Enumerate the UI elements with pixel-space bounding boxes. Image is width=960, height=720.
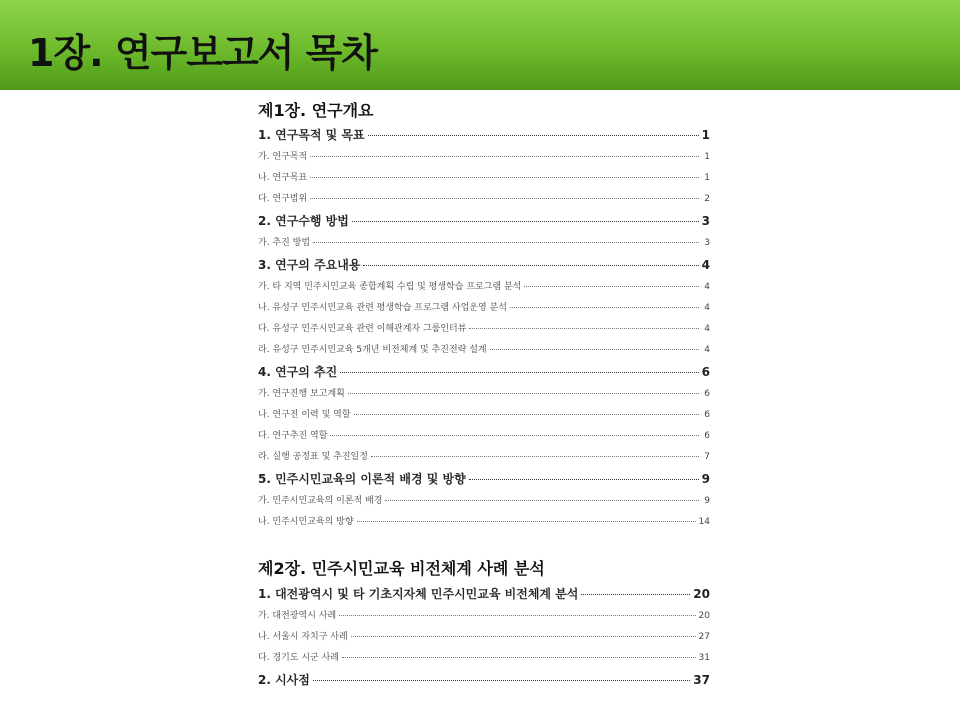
toc-section-entry <box>258 585 710 608</box>
toc-section-entry <box>258 256 710 279</box>
toc-entry-label: 가. 대전광역시 사례 <box>258 611 337 621</box>
toc-entry-label: 가. 추진 방법 <box>258 238 311 248</box>
toc-subsection-entry <box>258 650 710 671</box>
toc-page-number: 37 <box>693 673 710 687</box>
toc-entry-label: 나. 서울시 자치구 사례 <box>258 632 348 642</box>
toc-page-number: 14 <box>698 517 710 527</box>
toc-subsection-entry <box>258 493 710 514</box>
toc-page-number: 2 <box>704 194 710 204</box>
toc-section-entry <box>258 671 710 694</box>
toc-subsection-entry <box>258 235 710 256</box>
dot-leader <box>357 521 696 522</box>
toc-entry-label: 다. 연구범위 <box>258 194 308 204</box>
toc-page-number: 6 <box>704 389 710 399</box>
toc-section-entry <box>258 363 710 386</box>
toc-subsection-entry <box>258 514 710 535</box>
chapter-2-title: 제2장. 민주시민교육 비전체계 사례 분석 <box>258 559 545 578</box>
header-banner <box>0 0 960 90</box>
toc-page-number: 27 <box>698 632 710 642</box>
toc-page-number: 1 <box>701 128 710 142</box>
toc-page-number: 6 <box>704 431 710 441</box>
toc-section-entry <box>258 470 710 493</box>
toc-section-entry <box>258 212 710 235</box>
dot-leader <box>368 135 699 136</box>
toc-page-number: 1 <box>704 152 710 162</box>
toc-subsection-entry <box>258 279 710 300</box>
toc-subsection-entry <box>258 300 710 321</box>
toc-page-number: 4 <box>704 282 710 292</box>
toc-subsection-entry <box>258 191 710 212</box>
toc-entry-label: 다. 유성구 민주시민교육 관련 이해관계자 그룹인터뷰 <box>258 324 467 334</box>
toc-entry-label: 가. 타 지역 민주시민교육 종합계획 수립 및 평생학습 프로그램 분석 <box>258 282 522 292</box>
toc-entry-label: 나. 연구목표 <box>258 173 308 183</box>
toc-section-entry <box>258 126 710 149</box>
toc-entry-label: 4. 연구의 추진 <box>258 365 338 379</box>
toc-subsection-entry <box>258 321 710 342</box>
toc-page-number: 9 <box>701 472 710 486</box>
toc-subsection-entry <box>258 342 710 363</box>
dot-leader <box>310 177 699 178</box>
toc-subsection-entry <box>258 629 710 650</box>
chapter-1-title: 제1장. 연구개요 <box>258 101 374 120</box>
toc-entry-label: 나. 민주시민교육의 방향 <box>258 517 354 527</box>
toc-subsection-entry <box>258 170 710 191</box>
dot-leader <box>352 221 699 222</box>
dot-leader <box>313 242 699 243</box>
dot-leader <box>371 456 699 457</box>
toc-entry-label: 1. 대전광역시 및 타 기초지자체 민주시민교육 비전체계 분석 <box>258 587 579 601</box>
toc-entry-label: 가. 연구목적 <box>258 152 308 162</box>
toc-subsection-entry <box>258 428 710 449</box>
toc-subsection-entry <box>258 449 710 470</box>
dot-leader <box>385 500 699 501</box>
toc-subsection-entry <box>258 149 710 170</box>
toc-page-number: 4 <box>704 303 710 313</box>
dot-leader <box>313 680 690 681</box>
dot-leader <box>363 265 698 266</box>
dot-leader <box>524 286 699 287</box>
toc-page-number: 6 <box>701 365 710 379</box>
toc-subsection-entry <box>258 386 710 407</box>
dot-leader <box>490 349 699 350</box>
toc-page-number: 3 <box>704 238 710 248</box>
toc-entry-label: 나. 유성구 민주시민교육 관련 평생학습 프로그램 사업운영 분석 <box>258 303 507 313</box>
toc-subsection-entry <box>258 407 710 428</box>
toc-entry-label: 3. 연구의 주요내용 <box>258 258 361 272</box>
toc-page-number: 20 <box>693 587 710 601</box>
toc-page-number: 31 <box>698 653 710 663</box>
toc-page-number: 9 <box>704 496 710 506</box>
dot-leader <box>351 636 696 637</box>
toc-page-number: 3 <box>701 214 710 228</box>
toc-entry-label: 2. 연구수행 방법 <box>258 214 349 228</box>
dot-leader <box>348 393 699 394</box>
dot-leader <box>339 615 695 616</box>
dot-leader <box>330 435 699 436</box>
toc-entry-label: 5. 민주시민교육의 이론적 배경 및 방향 <box>258 472 466 486</box>
dot-leader <box>310 156 699 157</box>
dot-leader <box>342 657 696 658</box>
toc-page-number: 7 <box>704 452 710 462</box>
toc-page-number: 1 <box>704 173 710 183</box>
toc-entry-label: 다. 경기도 시군 사례 <box>258 653 339 663</box>
toc-entry-label: 다. 연구추진 역할 <box>258 431 328 441</box>
dot-leader <box>469 479 699 480</box>
page-title: 1장. 연구보고서 목차 <box>28 31 377 75</box>
table-of-contents <box>258 96 710 694</box>
toc-subsection-entry <box>258 608 710 629</box>
toc-page-number: 6 <box>704 410 710 420</box>
toc-entry-label: 가. 민주시민교육의 이론적 배경 <box>258 496 383 506</box>
toc-page-number: 4 <box>704 345 710 355</box>
chapter-1-entries <box>258 126 710 535</box>
dot-leader <box>354 414 699 415</box>
toc-entry-label: 2. 시사점 <box>258 673 310 687</box>
toc-page-number: 4 <box>701 258 710 272</box>
toc-page-number: 4 <box>704 324 710 334</box>
chapter-2-entries <box>258 585 710 694</box>
toc-entry-label: 라. 유성구 민주시민교육 5개년 비전체계 및 추진전략 설계 <box>258 345 487 355</box>
toc-entry-label: 라. 실행 공정표 및 추진일정 <box>258 452 368 462</box>
dot-leader <box>469 328 699 329</box>
toc-entry-label: 나. 연구진 이력 및 역할 <box>258 410 351 420</box>
dot-leader <box>510 307 699 308</box>
dot-leader <box>310 198 699 199</box>
toc-page-number: 20 <box>698 611 710 621</box>
toc-entry-label: 가. 연구진행 보고계획 <box>258 389 345 399</box>
dot-leader <box>340 372 698 373</box>
dot-leader <box>581 594 690 595</box>
toc-entry-label: 1. 연구목적 및 목표 <box>258 128 365 142</box>
